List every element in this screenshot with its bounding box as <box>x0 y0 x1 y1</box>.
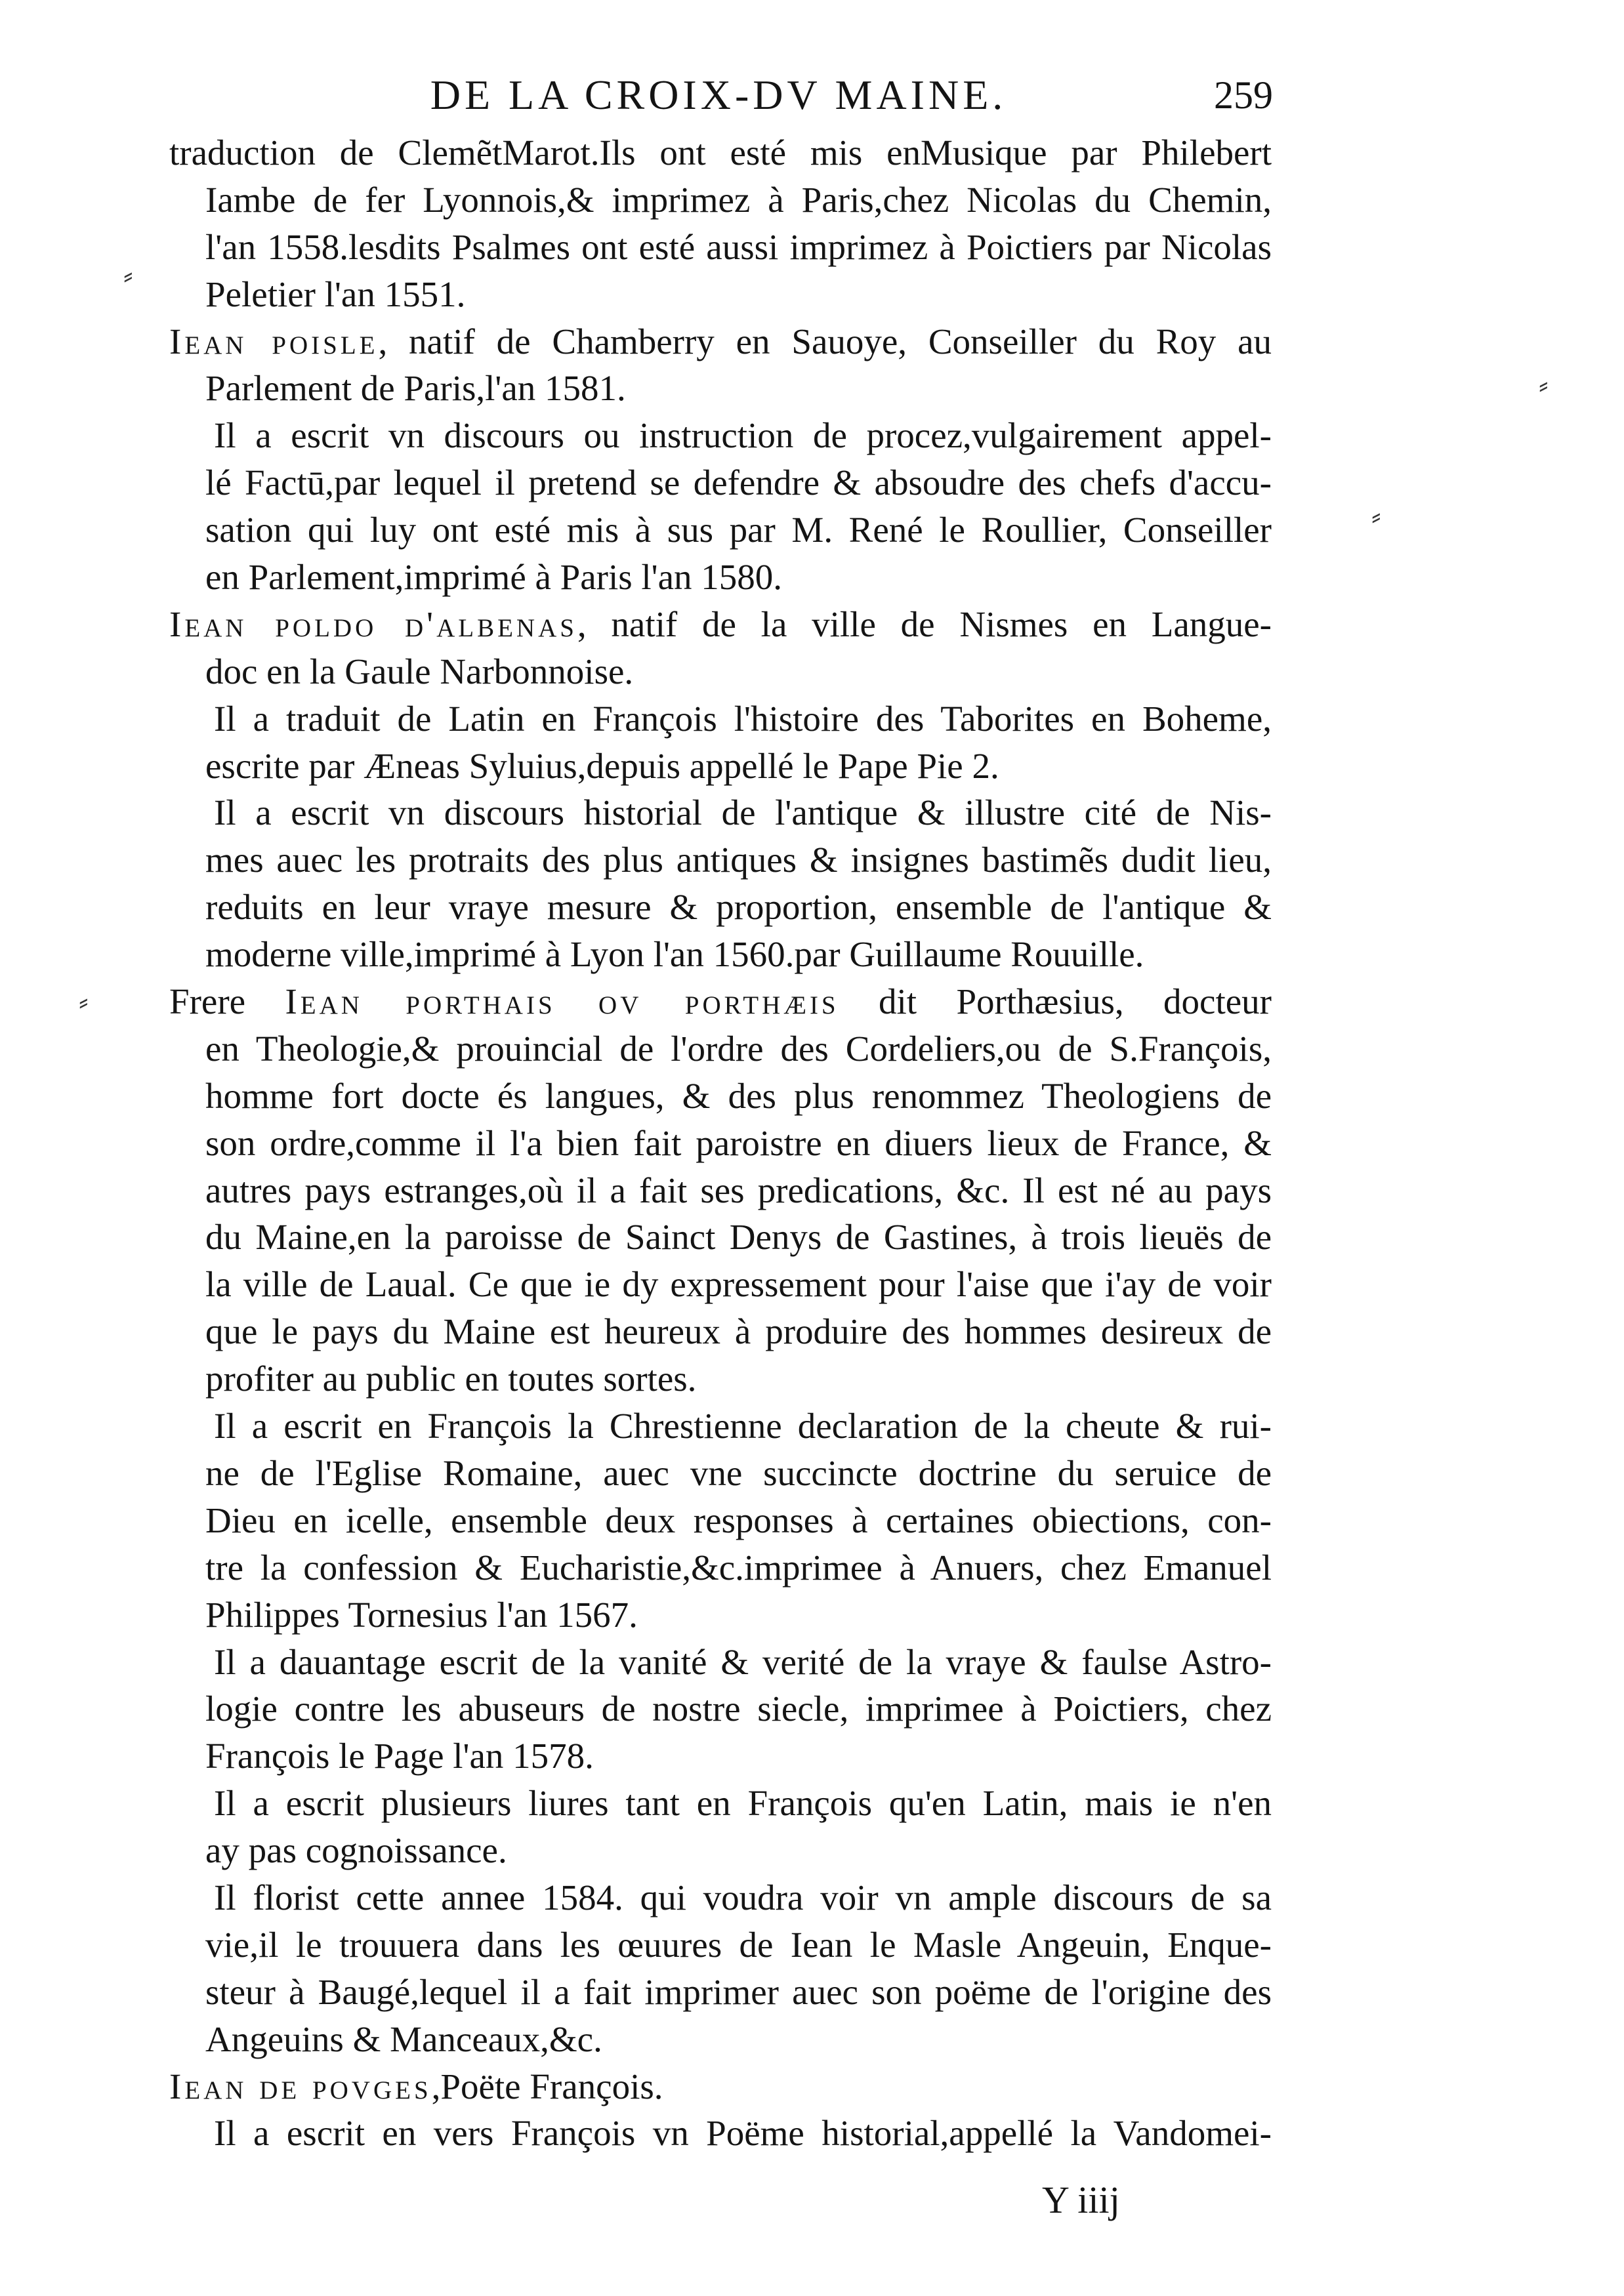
text-run: Il florist cette annee 1584. qui voudra voir vn ample discours de sa <box>214 1877 1272 1917</box>
text-line <box>169 931 1272 978</box>
text-run: Il a escrit plusieurs liures tant en François qu'en Latin, mais ie n'en <box>214 1783 1272 1824</box>
text-line <box>169 1591 1272 1639</box>
page-number: 259 <box>1214 73 1273 117</box>
text-run: Frere <box>169 981 285 1022</box>
text-run: dit Porthæsius, docteur <box>839 981 1272 1022</box>
text-line <box>169 1685 1272 1732</box>
text-line <box>169 506 1272 554</box>
text-run: escrite par Æneas Syluius,depuis appellé le Pape Pie 2. <box>205 745 999 786</box>
text-line <box>169 1073 1272 1120</box>
text-line <box>169 1874 1272 1921</box>
author-name: Iean de povges <box>169 2066 432 2106</box>
text-run: Dieu en icelle, ensemble deux responses à certaines obiections, con- <box>205 1500 1272 1540</box>
text-line <box>169 318 1272 365</box>
text-line <box>169 1497 1272 1544</box>
author-name: Iean porthais ov porthæis <box>285 981 839 1022</box>
text-run: doc en la Gaule Narbonnoise. <box>205 651 634 691</box>
running-head: DE LA CROIX-DV MAINE. <box>430 72 1007 118</box>
text-run: Il a dauantage escrit de la vanité & verité de la vraye & faulse Astro- <box>214 1641 1272 1682</box>
text-line <box>169 365 1272 412</box>
text-run: , natif de la ville de Nismes en Langue- <box>577 604 1272 644</box>
text-line <box>169 1308 1272 1355</box>
text-run: Philippes Tornesius l'an 1567. <box>205 1594 638 1635</box>
text-run: l'an 1558.lesdits Psalmes ont esté aussi imprimez à Poictiers par Nicolas <box>205 226 1272 267</box>
text-line <box>169 1403 1272 1450</box>
catchword: Y iiij <box>1042 2179 1120 2221</box>
text-run: Iambe de fer Lyonnois,& imprimez à Paris,chez Nicolas du Chemin, <box>205 179 1272 220</box>
page-header <box>164 69 1273 121</box>
text-line <box>169 1261 1272 1308</box>
text-run: du Maine,en la paroisse de Sainct Denys de Gastines, à trois lieuës de <box>205 1217 1272 1258</box>
text-run: Il a traduit de Latin en François l'histoire des Taborites en Boheme, <box>214 698 1272 739</box>
text-run: ,Poëte François. <box>431 2066 663 2106</box>
text-run: Angeuins & Manceaux,&c. <box>205 2019 602 2059</box>
text-run: Il a escrit en vers François vn Poëme historial,appellé la Vandomei- <box>214 2113 1272 2154</box>
text-line <box>169 1969 1272 2016</box>
margin-mark: ⸗ <box>1539 369 1549 401</box>
author-name: Iean poldo d'albenas <box>169 604 577 644</box>
text-run: , natif de Chamberry en Sauoye, Conseiller du Roy au <box>378 321 1272 361</box>
text-run: homme fort docte és langues, & des plus renommez Theologiens de <box>205 1075 1272 1116</box>
text-line <box>169 1214 1272 1261</box>
text-line <box>169 1780 1272 1827</box>
text-run: sation qui luy ont esté mis à sus par M. René le Roullier, Conseiller <box>205 510 1272 550</box>
text-run: mes auec les protraits des plus antiques & insignes bastimẽs dudit lieu, <box>205 840 1272 880</box>
text-run: en Theologie,& prouincial de l'ordre des Cordeliers,ou de S.François, <box>205 1028 1272 1069</box>
text-line <box>169 1732 1272 1780</box>
margin-mark: ⸗ <box>1371 500 1381 532</box>
text-line <box>169 129 1272 176</box>
text-line <box>169 1355 1272 1403</box>
text-line <box>169 2110 1272 2157</box>
text-run: profiter au public en toutes sortes. <box>205 1359 697 1399</box>
text-line <box>169 601 1272 648</box>
text-run: lé Factū,par lequel il pretend se defendre & absoudre des chefs d'accu- <box>205 462 1272 503</box>
text-run: moderne ville,imprimé à Lyon l'an 1560.par Guillaume Rouuille. <box>205 934 1144 975</box>
text-run: Il a escrit vn discours historial de l'antique & illustre cité de Nis- <box>214 792 1272 833</box>
text-line <box>169 836 1272 884</box>
text-line <box>169 695 1272 743</box>
text-run: reduits en leur vraye mesure & proportion, ensemble de l'antique & <box>205 887 1272 928</box>
text-line <box>169 884 1272 931</box>
text-run: steur à Baugé,lequel il a fait imprimer auec son poëme de l'origine des <box>205 1971 1272 2012</box>
text-line <box>169 648 1272 695</box>
text-line <box>169 459 1272 506</box>
text-run: ay pas cognoissance. <box>205 1830 507 1871</box>
text-line <box>169 1450 1272 1497</box>
text-line <box>169 176 1272 224</box>
text-line <box>169 224 1272 271</box>
text-line <box>169 554 1272 601</box>
text-line <box>169 978 1272 1025</box>
text-line <box>169 412 1272 459</box>
text-line <box>169 2063 1272 2110</box>
text-run: autres pays estranges,où il a fait ses predications, &c. Il est né au pays <box>205 1170 1272 1210</box>
text-line <box>169 789 1272 836</box>
text-run: vie,il le trouuera dans les œuures de Iean le Masle Angeuin, Enque- <box>205 1924 1272 1965</box>
margin-mark: ⸗ <box>123 259 133 291</box>
text-run: traduction de ClemẽtMarot.Ils ont esté mis enMusique par Philebert <box>169 133 1272 173</box>
text-run: ne de l'Eglise Romaine, auec vne succincte doctrine du seruice de <box>205 1452 1272 1493</box>
text-run: Il a escrit en François la Chrestienne declaration de la cheute & rui- <box>214 1406 1272 1446</box>
text-run: la ville de Laual. Ce que ie dy expressement pour l'aise que i'ay de voir <box>205 1264 1272 1305</box>
text-run: François le Page l'an 1578. <box>205 1736 594 1776</box>
text-line <box>169 1921 1272 1969</box>
text-run: logie contre les abuseurs de nostre siecle, imprimee à Poictiers, chez <box>205 1689 1272 1729</box>
text-line <box>169 1025 1272 1073</box>
text-line <box>169 1120 1272 1167</box>
text-line <box>169 1827 1272 1874</box>
text-run: que le pays du Maine est heureux à produire des hommes desireux de <box>205 1311 1272 1352</box>
text-line <box>169 743 1272 790</box>
text-run: son ordre,comme il l'a bien fait paroistre en diuers lieux de France, & <box>205 1122 1272 1163</box>
body-text <box>169 129 1272 2157</box>
text-line <box>169 1639 1272 1686</box>
text-run: Peletier l'an 1551. <box>205 274 466 314</box>
text-line <box>169 2016 1272 2063</box>
text-line <box>169 1167 1272 1214</box>
text-run: Parlement de Paris,l'an 1581. <box>205 368 626 409</box>
text-run: tre la confession & Eucharistie,&c.imprimee à Anuers, chez Emanuel <box>205 1547 1272 1588</box>
text-run: Il a escrit vn discours ou instruction de procez,vulgairement appel- <box>214 415 1272 456</box>
text-line <box>169 271 1272 318</box>
text-line <box>169 1544 1272 1591</box>
text-run: en Parlement,imprimé à Paris l'an 1580. <box>205 557 783 598</box>
margin-mark: ⸗ <box>79 985 89 1017</box>
author-name: Iean poisle <box>169 321 379 361</box>
